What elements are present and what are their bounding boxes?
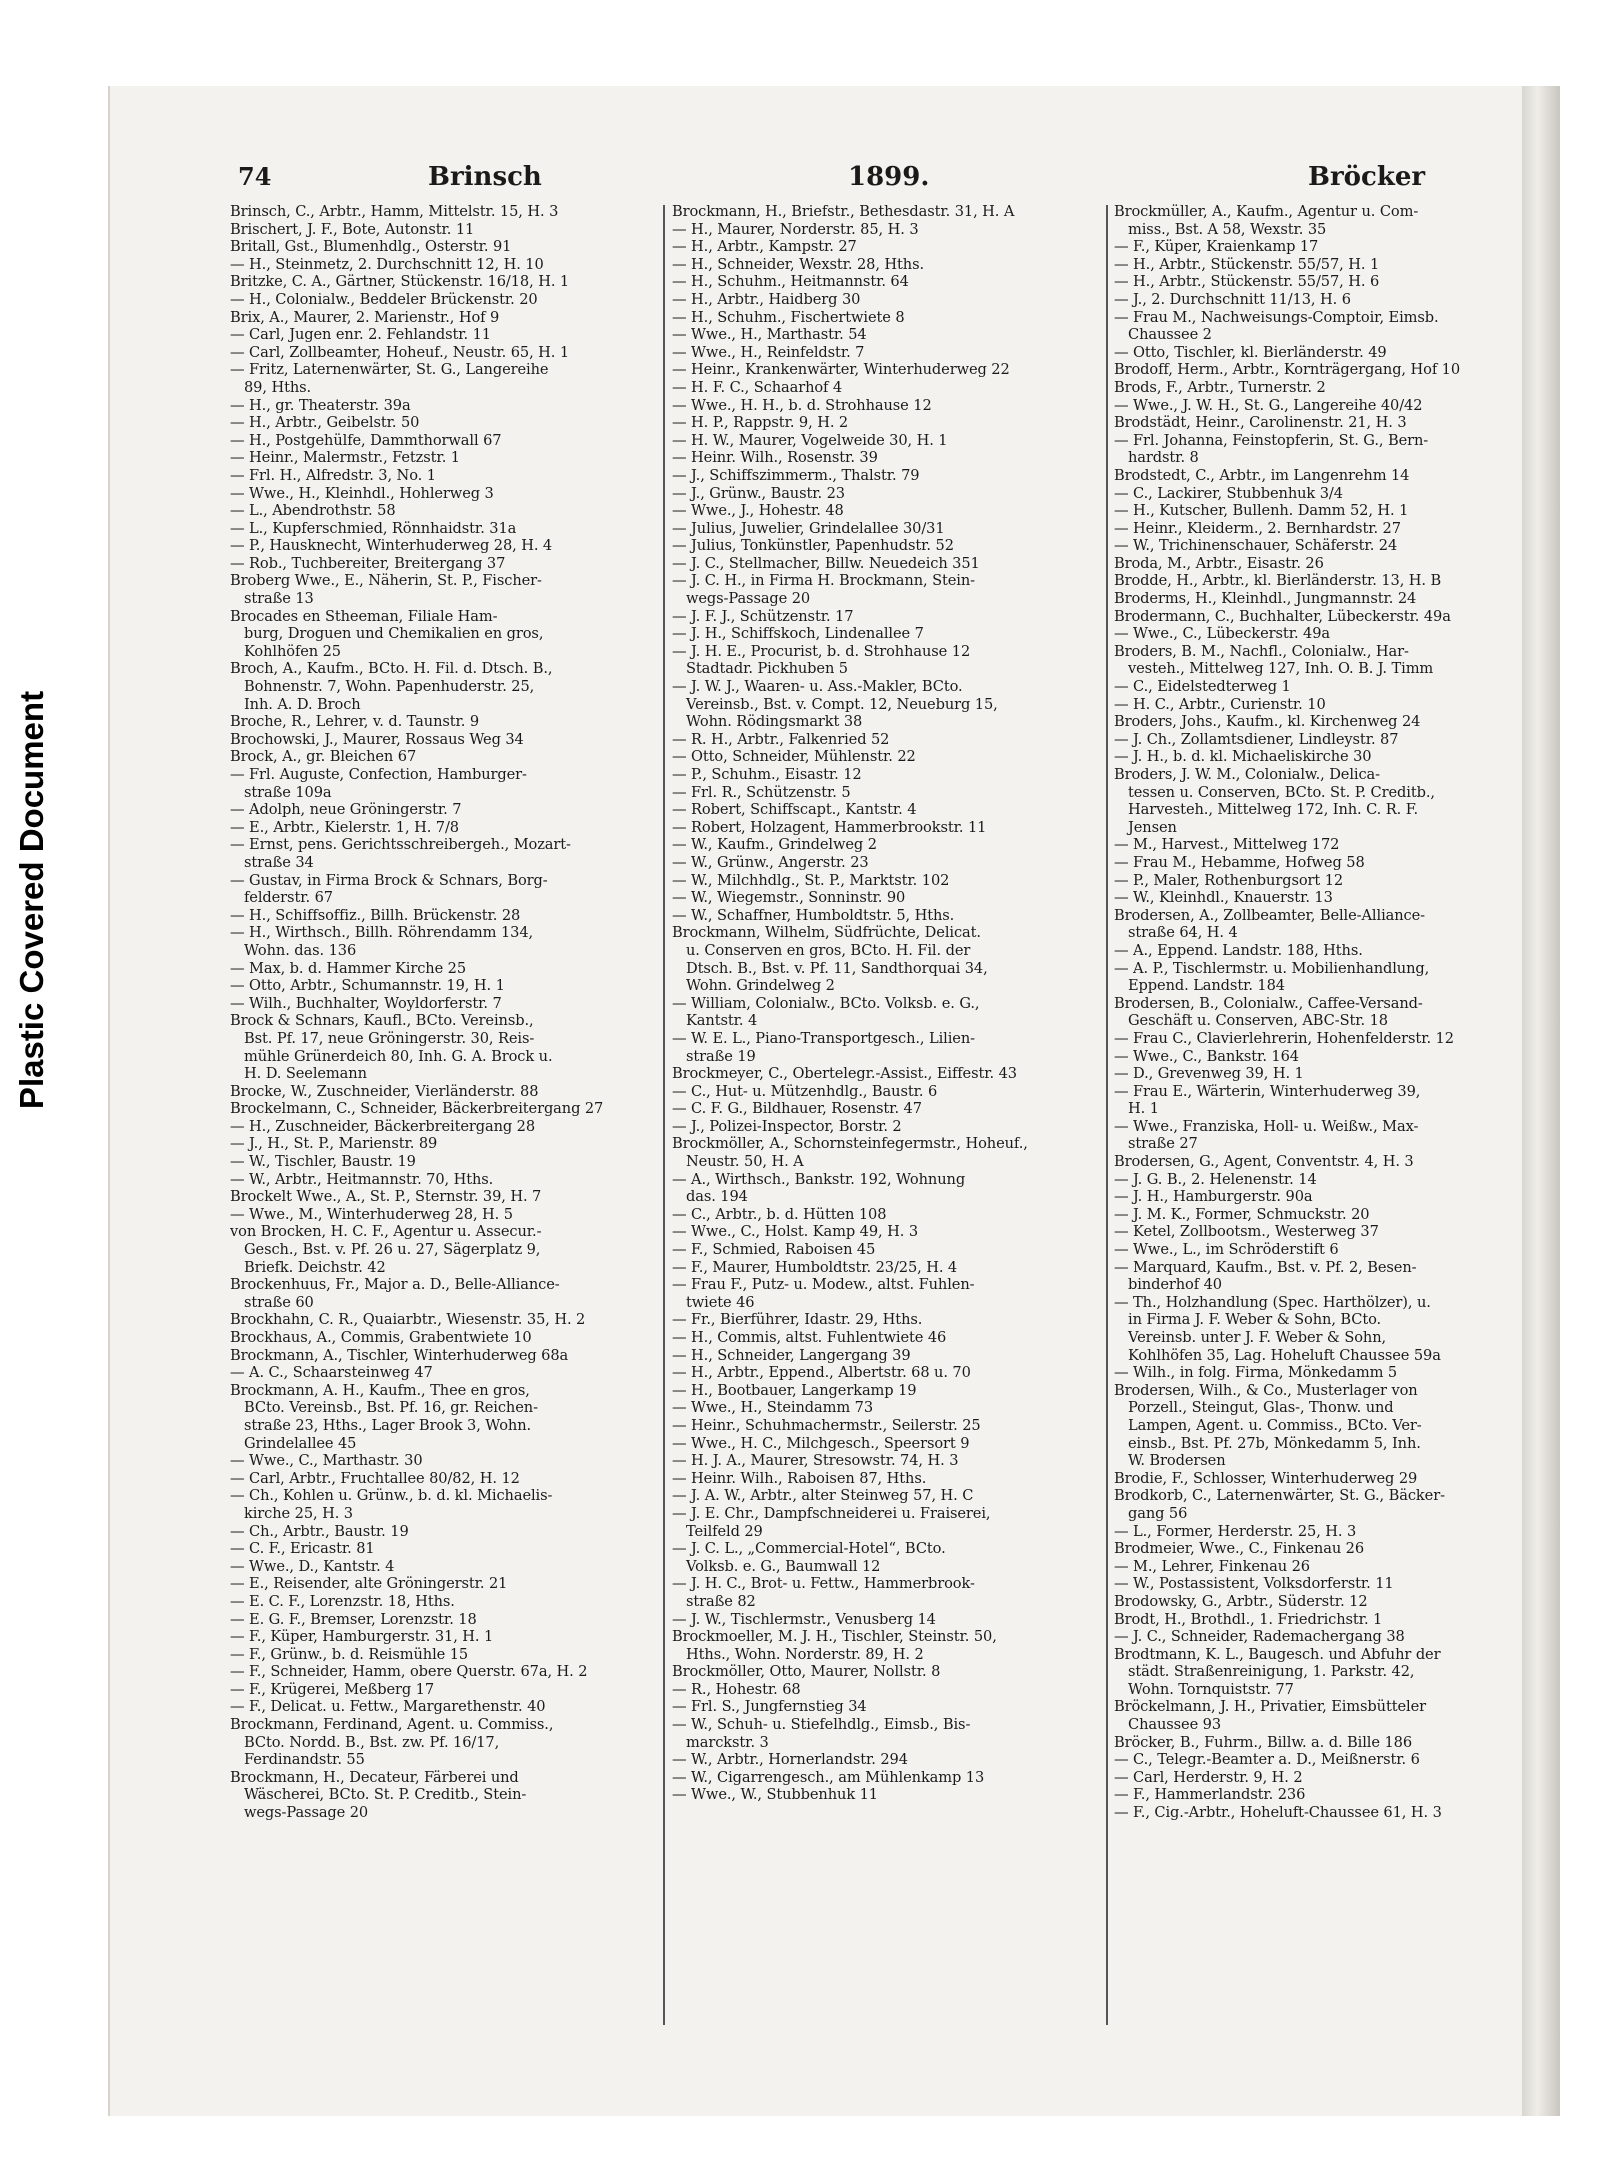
directory-entry: Brockmann, Wilhelm, Südfrüchte, Delicat.: [672, 924, 981, 942]
directory-entry: Brockhaus, A., Commis, Grabentwiete 10: [230, 1329, 532, 1346]
directory-entry: — Gustav, in Firma Brock & Schnars, Borg-: [230, 871, 548, 889]
directory-entry: — H., Zuschneider, Bäckerbreitergang 28: [230, 1117, 536, 1135]
directory-entry: — Wwe., H., Kleinhdl., Hohlerweg 3: [230, 484, 494, 502]
directory-entry: — W., Milchhdlg., St. P., Marktstr. 102: [672, 871, 950, 889]
directory-entry: — Otto, Tischler, kl. Bierländerstr. 49: [1114, 343, 1387, 361]
directory-entry: straße 60: [244, 1293, 314, 1311]
directory-entry: Brodtmann, K. L., Baugesch. und Abfuhr der: [1114, 1645, 1441, 1663]
directory-entry: — C. F., Ericastr. 81: [230, 1540, 375, 1558]
directory-entry: Brodt, H., Brothdl., 1. Friedrichstr. 1: [1114, 1610, 1383, 1628]
directory-entry: — Wilh., Buchhalter, Woyldorferstr. 7: [230, 994, 502, 1012]
side-tab-text: Plastic Covered Document: [13, 690, 50, 1110]
directory-entry: — A. C., Schaarsteinweg 47: [230, 1364, 433, 1382]
directory-entry: — H. C., Arbtr., Curienstr. 10: [1114, 695, 1326, 713]
directory-entry: — W., Cigarrengesch., am Mühlenkamp 13: [672, 1768, 985, 1786]
directory-entry: — Frau M., Hebamme, Hofweg 58: [1114, 853, 1365, 871]
directory-entry: — R., Hohestr. 68: [672, 1680, 801, 1698]
directory-entry: Harvesteh., Mittelweg 172, Inh. C. R. F.: [1128, 801, 1418, 819]
directory-entry: — J., Polizei-Inspector, Borstr. 2: [672, 1117, 902, 1135]
directory-entry: Chaussee 2: [1128, 326, 1212, 344]
directory-entry: — H., Schuhm., Fischertwiete 8: [672, 308, 905, 326]
directory-entry: — Ernst, pens. Gerichtsschreibergeh., Mozart-: [230, 836, 571, 854]
directory-column-2: [672, 203, 1112, 2033]
directory-entry: — J. H., Hamburgerstr. 90a: [1114, 1188, 1313, 1206]
directory-entry: — J. W. J., Waaren- u. Ass.-Makler, BCto.: [672, 678, 963, 696]
directory-entry: — L., Former, Herderstr. 25, H. 3: [1114, 1522, 1357, 1540]
directory-entry: Brodoff, Herm., Arbtr., Kornträgergang, Hof 10: [1114, 361, 1461, 379]
directory-entry: — Heinr., Krankenwärter, Winterhuderweg 22: [672, 361, 1010, 379]
directory-entry: — Robert, Holzagent, Hammerbrookstr. 11: [672, 818, 987, 836]
directory-entry: Brix, A., Maurer, 2. Marienstr., Hof 9: [230, 308, 500, 326]
directory-entry: straße 13: [244, 590, 314, 608]
directory-entry: — W., Arbtr., Heitmannstr. 70, Hths.: [230, 1170, 494, 1188]
directory-entry: — Fritz, Laternenwärter, St. G., Langereihe: [230, 361, 549, 379]
directory-entry: Lampen, Agent. u. Commiss., BCto. Ver-: [1128, 1416, 1422, 1434]
directory-entry: Brodmeier, Wwe., C., Finkenau 26: [1114, 1540, 1365, 1558]
directory-entry: — Frau F., Putz- u. Modew., altst. Fuhlen-: [672, 1276, 975, 1294]
header-year: 1899.: [848, 162, 930, 192]
directory-entry: — Wwe., C., Bankstr. 164: [1114, 1047, 1299, 1065]
directory-entry: Brock, A., gr. Bleichen 67: [230, 748, 417, 766]
directory-entry: Briefk. Deichstr. 42: [244, 1258, 386, 1276]
directory-entry: Brockmann, Ferdinand, Agent. u. Commiss.,: [230, 1716, 554, 1734]
directory-entry: — A., Wirthsch., Bankstr. 192, Wohnung: [672, 1170, 966, 1188]
directory-entry: Stadtadr. Pickhuben 5: [686, 660, 848, 678]
directory-entry: — Wwe., D., Kantstr. 4: [230, 1557, 395, 1575]
directory-entry: Gesch., Bst. v. Pf. 26 u. 27, Sägerplatz 9,: [244, 1241, 541, 1259]
directory-entry: — C. F. G., Bildhauer, Rosenstr. 47: [672, 1100, 922, 1118]
directory-entry: Bröckelmann, J. H., Privatier, Eimsbütteler: [1114, 1698, 1427, 1716]
directory-entry: Brockmöller, Otto, Maurer, Nollstr. 8: [672, 1663, 941, 1681]
directory-entry: — J. C. L., „Commercial-Hotel“, BCto.: [672, 1540, 946, 1558]
directory-entry: Wohn. Tornquiststr. 77: [1128, 1680, 1294, 1698]
directory-entry: — Frl. Auguste, Confection, Hamburger-: [230, 766, 527, 783]
directory-entry: — W., Kaufm., Grindelweg 2: [672, 836, 877, 854]
directory-entry: Brockmüller, A., Kaufm., Agentur u. Com-: [1114, 203, 1419, 220]
directory-entry: — F., Krügerei, Meßberg 17: [230, 1680, 435, 1698]
directory-entry: — Heinr. Wilh., Rosenstr. 39: [672, 449, 878, 467]
directory-entry: — H., Bootbauer, Langerkamp 19: [672, 1381, 917, 1399]
directory-entry: — William, Colonialw., BCto. Volksb. e. G.,: [672, 994, 980, 1012]
directory-entry: — F., Schneider, Hamm, obere Querstr. 67a, H. 2: [230, 1663, 588, 1681]
directory-entry: Broders, J. W. M., Colonialw., Delica-: [1114, 766, 1380, 783]
directory-entry: H. 1: [1128, 1100, 1159, 1118]
directory-entry: — Otto, Schneider, Mühlenstr. 22: [672, 748, 916, 766]
directory-entry: — Wwe., H., Reinfeldstr. 7: [672, 343, 865, 361]
directory-entry: marckstr. 3: [686, 1733, 769, 1751]
directory-entry: — J. F. J., Schützenstr. 17: [672, 607, 854, 625]
directory-entry: Brodersen, A., Zollbeamter, Belle-Alliance-: [1114, 906, 1425, 924]
directory-entry: — Wwe., H. H., b. d. Strohhause 12: [672, 396, 932, 414]
directory-entry: — Heinr., Kleiderm., 2. Bernhardstr. 27: [1114, 519, 1401, 537]
directory-entry: straße 19: [686, 1047, 756, 1065]
directory-entry: — J., H., St. P., Marienstr. 89: [230, 1135, 438, 1153]
directory-entry: — Wwe., W., Stubbenhuk 11: [672, 1786, 878, 1804]
directory-entry: Inh. A. D. Broch: [244, 695, 361, 713]
directory-entry: binderhof 40: [1128, 1276, 1222, 1294]
directory-entry: — H., Schuhm., Heitmannstr. 64: [672, 273, 909, 291]
directory-entry: — Wwe., C., Marthastr. 30: [230, 1452, 423, 1470]
page-header: [128, 162, 1520, 202]
directory-entry: Brockenhuus, Fr., Major a. D., Belle-Alliance-: [230, 1276, 560, 1294]
header-left-catchword: Brinsch: [428, 162, 542, 192]
directory-entry: — Frl. H., Alfredstr. 3, No. 1: [230, 466, 436, 484]
directory-entry: — Fr., Bierführer, Idastr. 29, Hths.: [672, 1311, 923, 1329]
directory-entry: — H., Colonialw., Beddeler Brückenstr. 20: [230, 290, 538, 308]
directory-entry: — Heinr., Malermstr., Fetzstr. 1: [230, 449, 460, 467]
directory-entry: — C., Hut- u. Mützenhdlg., Baustr. 6: [672, 1082, 938, 1100]
directory-entry: — J. A. W., Arbtr., alter Steinweg 57, H. C: [672, 1487, 974, 1505]
directory-entry: — E. C. F., Lorenzstr. 18, Hths.: [230, 1592, 455, 1610]
directory-entry: Brocke, W., Zuschneider, Vierländerstr. 88: [230, 1082, 539, 1100]
directory-entry: — Heinr. Wilh., Raboisen 87, Hths.: [672, 1469, 927, 1487]
directory-entry: — Rob., Tuchbereiter, Breitergang 37: [230, 554, 506, 572]
directory-entry: straße 109a: [244, 783, 332, 801]
directory-entry: H. D. Seelemann: [244, 1065, 367, 1083]
directory-entry: Geschäft u. Conserven, ABC-Str. 18: [1128, 1012, 1388, 1030]
directory-entry: — A. P., Tischlermstr. u. Mobilienhandlung,: [1114, 959, 1430, 977]
directory-entry: — D., Grevenweg 39, H. 1: [1114, 1065, 1304, 1083]
directory-entry: — H., gr. Theaterstr. 39a: [230, 396, 411, 414]
directory-entry: — E., Arbtr., Kielerstr. 1, H. 7/8: [230, 818, 459, 836]
directory-entry: — W., Tischler, Baustr. 19: [230, 1153, 416, 1171]
directory-entry: gang 56: [1128, 1504, 1188, 1522]
directory-entry: — Max, b. d. Hammer Kirche 25: [230, 959, 467, 977]
directory-entry: — F., Maurer, Humboldtstr. 23/25, H. 4: [672, 1258, 958, 1276]
directory-entry: — Wwe., C., Lübeckerstr. 49a: [1114, 625, 1331, 643]
directory-entry: — Otto, Arbtr., Schumannstr. 19, H. 1: [230, 977, 505, 995]
directory-entry: Kohlhöfen 25: [244, 642, 341, 660]
directory-entry: — Wwe., H., Steindamm 73: [672, 1399, 874, 1417]
directory-entry: — J. G. B., 2. Helenenstr. 14: [1114, 1170, 1317, 1188]
directory-entry: Bst. Pf. 17, neue Gröningerstr. 30, Reis-: [244, 1029, 535, 1047]
directory-entry: Hths., Wohn. Norderstr. 89, H. 2: [686, 1645, 924, 1663]
directory-entry: — Carl, Arbtr., Fruchtallee 80/82, H. 12: [230, 1469, 520, 1487]
directory-entry: — L., Kupferschmied, Rönnhaidstr. 31a: [230, 519, 517, 537]
directory-entry: — M., Lehrer, Finkenau 26: [1114, 1557, 1310, 1575]
directory-entry: Brockelt Wwe., A., St. P., Sternstr. 39, H. 7: [230, 1188, 542, 1206]
directory-entry: das. 194: [686, 1188, 748, 1206]
directory-entry: Brockmoeller, M. J. H., Tischler, Steinstr. 50,: [672, 1628, 997, 1646]
directory-entry: Chaussee 93: [1128, 1716, 1222, 1734]
directory-entry: — Carl, Zollbeamter, Hoheuf., Neustr. 65, H. 1: [230, 343, 570, 361]
directory-entry: — F., Hammerlandstr. 236: [1114, 1786, 1306, 1804]
directory-entry: Brodowsky, G., Arbtr., Süderstr. 12: [1114, 1592, 1368, 1610]
directory-entry: kirche 25, H. 3: [244, 1504, 353, 1522]
directory-entry: — F., Küper, Hamburgerstr. 31, H. 1: [230, 1628, 494, 1646]
directory-entry: — L., Abendrothstr. 58: [230, 502, 396, 520]
directory-entry: — Wilh., in folg. Firma, Mönkedamm 5: [1114, 1364, 1398, 1382]
directory-entry: Wohn. Rödingsmarkt 38: [686, 713, 863, 731]
directory-entry: — Julius, Juwelier, Grindelallee 30/31: [672, 519, 945, 537]
directory-entry: — H. W., Maurer, Vogelweide 30, H. 1: [672, 431, 948, 449]
directory-entry: — A., Eppend. Landstr. 188, Hths.: [1114, 941, 1363, 959]
directory-entry: — H., Arbtr., Geibelstr. 50: [230, 414, 420, 432]
directory-entry: — Ketel, Zollbootsm., Westerweg 37: [1114, 1223, 1379, 1241]
directory-entry: Brockmann, A. H., Kaufm., Thee en gros,: [230, 1381, 530, 1399]
directory-entry: Britzke, C. A., Gärtner, Stückenstr. 16/18, H. 1: [230, 273, 570, 291]
directory-entry: städt. Straßenreinigung, 1. Parkstr. 42,: [1128, 1663, 1415, 1681]
directory-entry: — Wwe., L., im Schröderstift 6: [1114, 1241, 1339, 1259]
directory-entry: — Wwe., C., Holst. Kamp 49, H. 3: [672, 1223, 919, 1241]
directory-entry: Dtsch. B., Bst. v. Pf. 11, Sandthorquai 34,: [686, 959, 988, 977]
directory-entry: BCto. Vereinsb., Bst. Pf. 16, gr. Reichen-: [244, 1399, 538, 1417]
directory-entry: Vereinsb., Bst. v. Compt. 12, Neueburg 15,: [686, 695, 998, 713]
directory-entry: Brodermann, C., Buchhalter, Lübeckerstr. 49a: [1114, 607, 1451, 625]
directory-entry: hardstr. 8: [1128, 449, 1199, 467]
directory-entry: — Frau E., Wärterin, Winterhuderweg 39,: [1114, 1082, 1421, 1100]
directory-entry: — J., 2. Durchschnitt 11/13, H. 6: [1114, 290, 1351, 308]
page-number: 74: [238, 162, 272, 191]
directory-entry: Brockmann, H., Decateur, Färberei und: [230, 1768, 519, 1786]
directory-entry: Wohn. Grindelweg 2: [686, 977, 835, 995]
directory-entry: — J. C., Schneider, Rademachergang 38: [1114, 1628, 1405, 1646]
directory-entry: Neustr. 50, H. A: [686, 1153, 804, 1171]
directory-entry: in Firma J. F. Weber & Sohn, BCto.: [1128, 1311, 1382, 1329]
directory-entry: Wohn. das. 136: [244, 941, 357, 959]
directory-entry: — H., Arbtr., Stückenstr. 55/57, H. 6: [1114, 273, 1380, 291]
directory-entry: — Frl. R., Schützenstr. 5: [672, 783, 851, 801]
directory-entry: Wäscherei, BCto. St. P. Creditb., Stein-: [244, 1786, 527, 1804]
directory-entry: straße 82: [686, 1592, 756, 1610]
directory-entry: vesteh., Mittelweg 127, Inh. O. B. J. Timm: [1128, 660, 1434, 678]
directory-entry: Brochowski, J., Maurer, Rossaus Weg 34: [230, 730, 524, 748]
directory-entry: Brockmann, H., Briefstr., Bethesdastr. 31, H. A: [672, 203, 1015, 220]
directory-entry: — Frau C., Clavierlehrerin, Hohenfelderstr. 12: [1114, 1029, 1454, 1047]
directory-entry: Brock & Schnars, Kaufl., BCto. Vereinsb.,: [230, 1012, 534, 1030]
header-right-catchword: Bröcker: [1308, 162, 1426, 192]
directory-entry: — W., Schuh- u. Stiefelhdlg., Eimsb., Bis-: [672, 1716, 971, 1734]
directory-entry: — J. H. E., Procurist, b. d. Strohhause 12: [672, 642, 971, 660]
directory-entry: — W., Postassistent, Volksdorferstr. 11: [1114, 1575, 1394, 1593]
directory-entry: straße 27: [1128, 1135, 1198, 1153]
directory-entry: — F., Grünw., b. d. Reismühle 15: [230, 1645, 469, 1663]
directory-entry: Broders, Johs., Kaufm., kl. Kirchenweg 24: [1114, 713, 1421, 731]
directory-entry: — W., Trichinenschauer, Schäferstr. 24: [1114, 537, 1398, 555]
directory-entry: Eppend. Landstr. 184: [1128, 977, 1285, 995]
directory-entry: Vereinsb. unter J. F. Weber & Sohn,: [1128, 1329, 1387, 1346]
directory-entry: — H., Arbtr., Eppend., Albertstr. 68 u. 70: [672, 1364, 971, 1382]
directory-entry: Broch, A., Kaufm., BCto. H. Fil. d. Dtsch. B.,: [230, 660, 553, 678]
directory-entry: Brodersen, Wilh., & Co., Musterlager von: [1114, 1381, 1418, 1399]
directory-entry: — W., Kleinhdl., Knauerstr. 13: [1114, 889, 1333, 907]
directory-entry: — Carl, Jugen enr. 2. Fehlandstr. 11: [230, 326, 491, 344]
directory-entry: Brodersen, G., Agent, Conventstr. 4, H. 3: [1114, 1153, 1414, 1171]
directory-entry: — P., Maler, Rothenburgsort 12: [1114, 871, 1344, 889]
directory-entry: — J. H., b. d. kl. Michaeliskirche 30: [1114, 748, 1372, 766]
directory-entry: — E. G. F., Bremser, Lorenzstr. 18: [230, 1610, 477, 1628]
directory-entry: — J. H., Schiffskoch, Lindenallee 7: [672, 625, 924, 643]
directory-entry: Kohlhöfen 35, Lag. Hoheluft Chaussee 59a: [1128, 1346, 1441, 1364]
directory-entry: Porzell., Steingut, Glas-, Thonw. und: [1128, 1399, 1394, 1417]
directory-entry: Brodde, H., Arbtr., kl. Bierländerstr. 13, H. B: [1114, 572, 1442, 590]
directory-entry: Brockmeyer, C., Obertelegr.-Assist., Eiffestr. 43: [672, 1065, 1017, 1083]
directory-entry: Brodie, F., Schlosser, Winterhuderweg 29: [1114, 1469, 1418, 1487]
directory-entry: Brockhahn, C. R., Quaiarbtr., Wiesenstr. 35, H. 2: [230, 1311, 586, 1329]
directory-entry: von Brocken, H. C. F., Agentur u. Assecur.-: [230, 1223, 542, 1241]
directory-entry: Broders, B. M., Nachfl., Colonialw., Har-: [1114, 642, 1409, 660]
directory-entry: — P., Schuhm., Eisastr. 12: [672, 766, 862, 783]
directory-entry: Brockelmann, C., Schneider, Bäckerbreitergang 27: [230, 1100, 604, 1118]
directory-entry: — P., Hausknecht, Winterhuderweg 28, H. 4: [230, 537, 553, 555]
directory-entry: Broche, R., Lehrer, v. d. Taunstr. 9: [230, 713, 480, 731]
directory-entry: — H. P., Rappstr. 9, H. 2: [672, 414, 849, 432]
side-tab-label: [0, 600, 64, 1200]
directory-entry: Brischert, J. F., Bote, Autonstr. 11: [230, 220, 475, 238]
directory-entry: Teilfeld 29: [686, 1522, 763, 1540]
directory-entry: — Frau M., Nachweisungs-Comptoir, Eimsb.: [1114, 308, 1439, 326]
directory-entry: W. Brodersen: [1128, 1452, 1226, 1470]
directory-entry: Brodersen, B., Colonialw., Caffee-Versand-: [1114, 994, 1423, 1012]
directory-entry: — H., Commis, altst. Fuhlentwiete 46: [672, 1329, 947, 1346]
directory-entry: Brods, F., Arbtr., Turnerstr. 2: [1114, 378, 1326, 396]
directory-column-3: [1114, 203, 1554, 2033]
directory-entry: Brocades en Stheeman, Filiale Ham-: [230, 607, 498, 625]
directory-entry: — Wwe., H. C., Milchgesch., Speersort 9: [672, 1434, 970, 1452]
directory-entry: Britall, Gst., Blumenhdlg., Osterstr. 91: [230, 238, 512, 256]
directory-entry: — H., Wirthsch., Billh. Röhrendamm 134,: [230, 924, 534, 942]
directory-entry: — J. M. K., Former, Schmuckstr. 20: [1114, 1205, 1370, 1223]
directory-entry: — F., Küper, Kraienkamp 17: [1114, 238, 1319, 256]
directory-entry: — Th., Holzhandlung (Spec. Harthölzer), u.: [1114, 1293, 1431, 1311]
directory-entry: — J. Ch., Zollamtsdiener, Lindleystr. 87: [1114, 730, 1399, 748]
directory-entry: — J. H. C., Brot- u. Fettw., Hammerbrook-: [672, 1575, 975, 1593]
directory-entry: — Ch., Kohlen u. Grünw., b. d. kl. Michaelis-: [230, 1487, 553, 1505]
directory-entry: — H., Postgehülfe, Dammthorwall 67: [230, 431, 502, 449]
directory-entry: BCto. Nordd. B., Bst. zw. Pf. 16/17,: [244, 1733, 500, 1751]
directory-entry: Jensen: [1128, 818, 1177, 836]
directory-entry: — Julius, Tonkünstler, Papenhudstr. 52: [672, 537, 954, 555]
directory-entry: — H., Schneider, Wexstr. 28, Hths.: [672, 255, 925, 273]
directory-entry: — Carl, Herderstr. 9, H. 2: [1114, 1768, 1303, 1786]
directory-entry: tessen u. Conserven, BCto. St. P. Creditb.,: [1128, 783, 1435, 801]
directory-entry: — H., Schneider, Langergang 39: [672, 1346, 911, 1364]
directory-entry: — C., Eidelstedterweg 1: [1114, 678, 1291, 696]
directory-entry: Brockmöller, A., Schornsteinfegermstr., Hoheuf.,: [672, 1135, 1028, 1153]
directory-entry: twiete 46: [686, 1293, 755, 1311]
directory-entry: — C., Telegr.-Beamter a. D., Meißnerstr. 6: [1114, 1751, 1420, 1769]
directory-entry: — Frl. S., Jungfernstieg 34: [672, 1698, 867, 1716]
directory-entry: — J. E. Chr., Dampfschneiderei u. Fraiserei,: [672, 1504, 991, 1522]
directory-entry: — Ch., Arbtr., Baustr. 19: [230, 1522, 409, 1540]
directory-entry: — C., Lackirer, Stubbenhuk 3/4: [1114, 484, 1343, 502]
directory-entry: Brodkorb, C., Laternenwärter, St. G., Bäcker-: [1114, 1487, 1445, 1505]
directory-entry: Broda, M., Arbtr., Eisastr. 26: [1114, 554, 1324, 572]
directory-entry: — H., Arbtr., Haidberg 30: [672, 290, 861, 308]
directory-entry: Brodstädt, Heinr., Carolinenstr. 21, H. 3: [1114, 414, 1407, 432]
directory-entry: — Wwe., Franziska, Holl- u. Weißw., Max-: [1114, 1117, 1419, 1135]
directory-entry: Ferdinandstr. 55: [244, 1751, 365, 1769]
directory-entry: Brockmann, A., Tischler, Winterhuderweg 68a: [230, 1346, 569, 1364]
directory-entry: — F., Cig.-Arbtr., Hoheluft-Chaussee 61, H. 3: [1114, 1804, 1442, 1822]
directory-entry: Volksb. e. G., Baumwall 12: [686, 1557, 881, 1575]
directory-entry: — F., Delicat. u. Fettw., Margarethenstr. 40: [230, 1698, 546, 1716]
directory-entry: 89, Hths.: [244, 378, 312, 396]
directory-entry: — J. C., Stellmacher, Billw. Neuedeich 351: [672, 554, 980, 572]
directory-entry: felderstr. 67: [244, 889, 333, 907]
directory-entry: — W., Arbtr., Hornerlandstr. 294: [672, 1751, 908, 1769]
directory-entry: straße 34: [244, 853, 314, 871]
directory-entry: — Wwe., J. W. H., St. G., Langereihe 40/42: [1114, 396, 1423, 414]
directory-entry: — Adolph, neue Gröningerstr. 7: [230, 801, 462, 819]
directory-entry: Broberg Wwe., E., Näherin, St. P., Fischer-: [230, 572, 542, 590]
directory-entry: — J. W., Tischlermstr., Venusberg 14: [672, 1610, 936, 1628]
directory-entry: einsb., Bst. Pf. 27b, Mönkedamm 5, Inh.: [1128, 1434, 1421, 1452]
directory-entry: wegs-Passage 20: [686, 590, 811, 608]
directory-entry: — Wwe., M., Winterhuderweg 28, H. 5: [230, 1205, 513, 1223]
directory-entry: — J., Schiffszimmerm., Thalstr. 79: [672, 466, 920, 484]
directory-entry: — H., Maurer, Norderstr. 85, H. 3: [672, 220, 919, 238]
directory-entry: — W., Schaffner, Humboldtstr. 5, Hths.: [672, 906, 955, 924]
directory-entry: — J. C. H., in Firma H. Brockmann, Stein-: [672, 572, 975, 590]
directory-entry: — W., Wiegemstr., Sonninstr. 90: [672, 889, 906, 907]
directory-entry: — H. J. A., Maurer, Stresowstr. 74, H. 3: [672, 1452, 959, 1470]
directory-entry: Bröcker, B., Fuhrm., Billw. a. d. Bille 186: [1114, 1733, 1413, 1751]
directory-entry: — H., Arbtr., Kampstr. 27: [672, 238, 857, 256]
directory-entry: Brodstedt, C., Arbtr., im Langenrehm 14: [1114, 466, 1410, 484]
directory-entry: — H., Arbtr., Stückenstr. 55/57, H. 1: [1114, 255, 1380, 273]
directory-entry: — H., Schiffsoffiz., Billh. Brückenstr. 28: [230, 906, 521, 924]
directory-entry: — Wwe., H., Marthastr. 54: [672, 326, 867, 344]
directory-entry: Grindelallee 45: [244, 1434, 357, 1452]
directory-column-1: [230, 203, 670, 2033]
directory-entry: — E., Reisender, alte Gröningerstr. 21: [230, 1575, 508, 1593]
directory-entry: straße 64, H. 4: [1128, 924, 1238, 942]
directory-entry: — W. E. L., Piano-Transportgesch., Lilien-: [672, 1029, 975, 1047]
directory-entry: Broderms, H., Kleinhdl., Jungmannstr. 24: [1114, 590, 1417, 608]
directory-entry: — M., Harvest., Mittelweg 172: [1114, 836, 1340, 854]
directory-entry: — H. F. C., Schaarhof 4: [672, 378, 843, 396]
directory-entry: — J., Grünw., Baustr. 23: [672, 484, 845, 502]
directory-entry: — C., Arbtr., b. d. Hütten 108: [672, 1205, 887, 1223]
directory-entry: Brinsch, C., Arbtr., Hamm, Mittelstr. 15, H. 3: [230, 203, 559, 220]
directory-entry: miss., Bst. A 58, Wexstr. 35: [1128, 220, 1327, 238]
directory-entry: wegs-Passage 20: [244, 1804, 369, 1822]
directory-entry: — F., Schmied, Raboisen 45: [672, 1241, 876, 1259]
directory-entry: — Heinr., Schuhmachermstr., Seilerstr. 25: [672, 1416, 981, 1434]
directory-entry: mühle Grünerdeich 80, Inh. G. A. Brock u.: [244, 1047, 553, 1065]
directory-entry: straße 23, Hths., Lager Brook 3, Wohn.: [244, 1416, 532, 1434]
directory-entry: u. Conserven en gros, BCto. H. Fil. der: [686, 941, 971, 959]
directory-entry: — Robert, Schiffscapt., Kantstr. 4: [672, 801, 917, 819]
directory-entry: burg, Droguen und Chemikalien en gros,: [244, 625, 544, 643]
directory-entry: — W., Grünw., Angerstr. 23: [672, 853, 869, 871]
directory-entry: — Wwe., J., Hohestr. 48: [672, 502, 844, 520]
directory-entry: — R. H., Arbtr., Falkenried 52: [672, 730, 890, 748]
directory-entry: — H., Kutscher, Bullenh. Damm 52, H. 1: [1114, 502, 1409, 520]
directory-entry: — Marquard, Kaufm., Bst. v. Pf. 2, Besen-: [1114, 1258, 1417, 1276]
directory-entry: — Frl. Johanna, Feinstopferin, St. G., Bern-: [1114, 431, 1429, 449]
directory-entry: Bohnenstr. 7, Wohn. Papenhuderstr. 25,: [244, 678, 535, 696]
directory-entry: — H., Steinmetz, 2. Durchschnitt 12, H. 10: [230, 255, 544, 273]
directory-entry: Kantstr. 4: [686, 1012, 758, 1030]
